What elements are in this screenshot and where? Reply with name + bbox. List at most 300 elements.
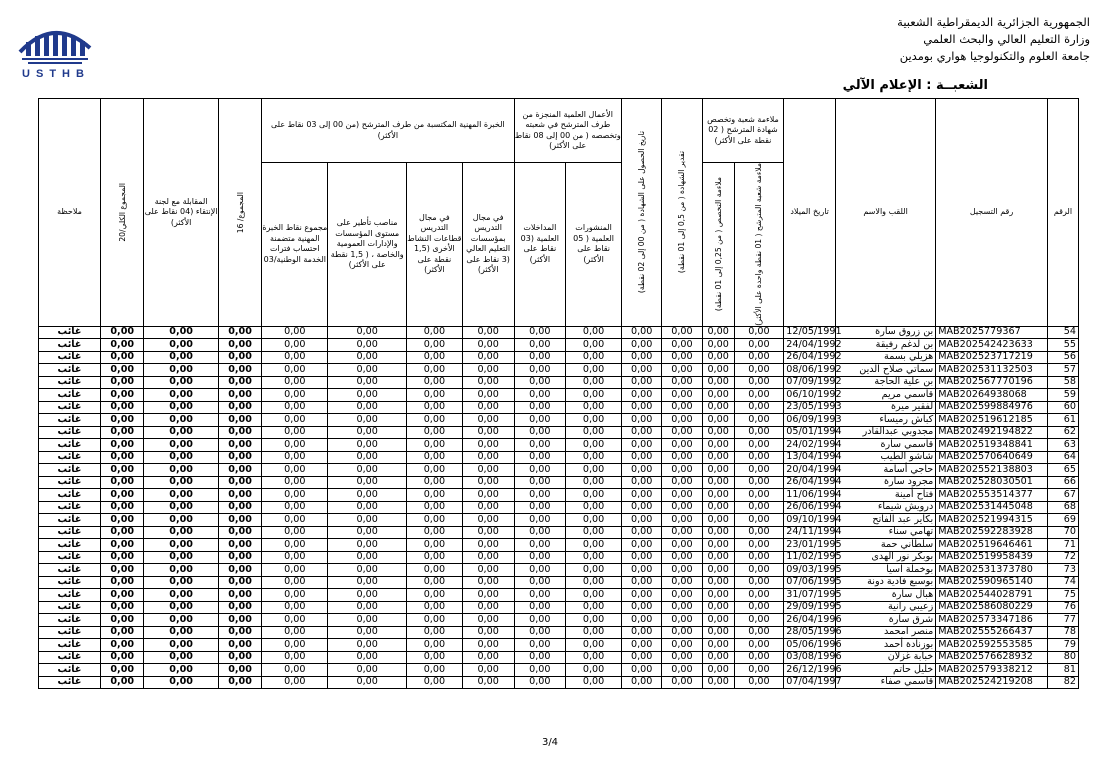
communications-cell: 0,00 [514,439,566,452]
birth-cell: 09/10/1994 [784,514,836,527]
birth-cell: 12/05/1991 [784,326,836,339]
grade-estimate-cell: 0,00 [662,626,702,639]
interview-cell: 0,00 [144,426,218,439]
name-cell: بوزنادة أحمد [835,639,935,652]
total20-cell: 0,00 [101,376,144,389]
grade-estimate-cell: 0,00 [662,464,702,477]
fit-branch-cell: 0,00 [734,489,784,502]
grade-estimate-cell: 0,00 [662,389,702,402]
table-row [39,514,1079,527]
name-cell: مجرود سارة [835,476,935,489]
birth-cell: 26/04/1996 [784,614,836,627]
table-row [39,551,1079,564]
table-row [39,664,1079,677]
fit-branch-cell: 0,00 [734,476,784,489]
date-obtained-cell: 0,00 [622,589,662,602]
birth-cell: 20/04/1994 [784,464,836,477]
exp-other-cell: 0,00 [406,526,462,539]
grade-estimate-cell: 0,00 [662,676,702,689]
total20-cell: 0,00 [101,651,144,664]
publications-cell: 0,00 [566,326,622,339]
exp-admin-cell: 0,00 [328,551,407,564]
number-cell: 67 [1047,489,1078,502]
exp-higher-cell: 0,00 [462,589,514,602]
interview-cell: 0,00 [144,401,218,414]
exp-admin-cell: 0,00 [328,376,407,389]
col-fit-branch: ملاءمة شعبة المترشح ( 01 نقطة واحدة على الأكثر) [734,163,784,327]
exp-higher-cell: 0,00 [462,651,514,664]
table-row [39,639,1079,652]
registration-cell: MAB202590965140 [936,576,1048,589]
exp-civil-cell: 0,00 [262,501,328,514]
exp-higher-cell: 0,00 [462,464,514,477]
sum16-cell: 0,00 [218,501,261,514]
table-row [39,476,1079,489]
registration-cell: MAB2025779367 [936,326,1048,339]
registration-cell: MAB202528030501 [936,476,1048,489]
number-cell: 75 [1047,589,1078,602]
date-obtained-cell: 0,00 [622,639,662,652]
communications-cell: 0,00 [514,564,566,577]
registration-cell: MAB202531132503 [936,364,1048,377]
table-row [39,464,1079,477]
name-cell: فتاح أمينة [835,489,935,502]
exp-civil-cell: 0,00 [262,414,328,427]
remark-cell: غائب [39,514,101,527]
fit-specialty-cell: 0,00 [702,501,734,514]
exp-other-cell: 0,00 [406,489,462,502]
birth-cell: 23/05/1993 [784,401,836,414]
name-cell: حاجي أسامة [835,464,935,477]
communications-cell: 0,00 [514,476,566,489]
logo-emblem-icon [14,22,94,68]
exp-other-cell: 0,00 [406,501,462,514]
exp-civil-cell: 0,00 [262,451,328,464]
communications-cell: 0,00 [514,376,566,389]
name-cell: شرق سارة [835,614,935,627]
exp-admin-cell: 0,00 [328,326,407,339]
exp-admin-cell: 0,00 [328,601,407,614]
exp-higher-cell: 0,00 [462,576,514,589]
exp-other-cell: 0,00 [406,551,462,564]
exp-admin-cell: 0,00 [328,589,407,602]
exp-higher-cell: 0,00 [462,526,514,539]
grade-estimate-cell: 0,00 [662,476,702,489]
publications-cell: 0,00 [566,439,622,452]
birth-cell: 11/06/1994 [784,489,836,502]
fit-branch-cell: 0,00 [734,676,784,689]
total20-cell: 0,00 [101,489,144,502]
exp-civil-cell: 0,00 [262,439,328,452]
total20-cell: 0,00 [101,639,144,652]
exp-civil-cell: 0,00 [262,551,328,564]
communications-cell: 0,00 [514,514,566,527]
birth-cell: 05/06/1996 [784,639,836,652]
exp-higher-cell: 0,00 [462,489,514,502]
number-cell: 68 [1047,501,1078,514]
exp-other-cell: 0,00 [406,414,462,427]
exp-admin-cell: 0,00 [328,426,407,439]
remark-cell: غائب [39,639,101,652]
registration-cell: MAB202553514377 [936,489,1048,502]
exp-other-cell: 0,00 [406,401,462,414]
exp-civil-cell: 0,00 [262,526,328,539]
fit-specialty-cell: 0,00 [702,664,734,677]
number-cell: 58 [1047,376,1078,389]
exp-other-cell: 0,00 [406,676,462,689]
registration-cell: MAB202524219208 [936,676,1048,689]
fit-branch-cell: 0,00 [734,651,784,664]
page-number: 3/4 [541,737,559,748]
exp-admin-cell: 0,00 [328,564,407,577]
registration-cell: MAB202592553585 [936,639,1048,652]
publications-cell: 0,00 [566,401,622,414]
number-cell: 66 [1047,476,1078,489]
communications-cell: 0,00 [514,501,566,514]
fit-branch-cell: 0,00 [734,589,784,602]
university-line: جامعة العلوم والتكنولوجيا هواري بومدين [899,49,1090,63]
exp-civil-cell: 0,00 [262,476,328,489]
remark-cell: غائب [39,451,101,464]
name-cell: بن لدغم رفيقة [835,339,935,352]
communications-cell: 0,00 [514,451,566,464]
interview-cell: 0,00 [144,489,218,502]
fit-specialty-cell: 0,00 [702,389,734,402]
fit-branch-cell: 0,00 [734,414,784,427]
fit-branch-cell: 0,00 [734,326,784,339]
remark-cell: غائب [39,464,101,477]
exp-civil-cell: 0,00 [262,589,328,602]
grade-estimate-cell: 0,00 [662,564,702,577]
exp-admin-cell: 0,00 [328,539,407,552]
exp-other-cell: 0,00 [406,451,462,464]
birth-cell: 09/03/1995 [784,564,836,577]
interview-cell: 0,00 [144,539,218,552]
date-obtained-cell: 0,00 [622,401,662,414]
fit-branch-cell: 0,00 [734,614,784,627]
fit-branch-cell: 0,00 [734,401,784,414]
fit-branch-cell: 0,00 [734,564,784,577]
date-obtained-cell: 0,00 [622,489,662,502]
sum16-cell: 0,00 [218,614,261,627]
sum16-cell: 0,00 [218,589,261,602]
communications-cell: 0,00 [514,489,566,502]
grade-estimate-cell: 0,00 [662,551,702,564]
grade-estimate-cell: 0,00 [662,489,702,502]
publications-cell: 0,00 [566,589,622,602]
interview-cell: 0,00 [144,514,218,527]
republic-line: الجمهورية الجزائرية الديمقراطية الشعبية [897,15,1090,29]
birth-cell: 31/07/1995 [784,589,836,602]
exp-civil-cell: 0,00 [262,389,328,402]
number-cell: 78 [1047,626,1078,639]
birth-cell: 13/04/1994 [784,451,836,464]
exp-other-cell: 0,00 [406,639,462,652]
publications-cell: 0,00 [566,576,622,589]
col-grade-estimate: تقدير الشهادة ( من 0,5 إلى 01 نقطة) [662,99,702,327]
fit-branch-cell: 0,00 [734,364,784,377]
table-row [39,501,1079,514]
exp-admin-cell: 0,00 [328,414,407,427]
exp-admin-cell: 0,00 [328,526,407,539]
name-cell: بوخملة آسيا [835,564,935,577]
fit-specialty-cell: 0,00 [702,439,734,452]
interview-cell: 0,00 [144,364,218,377]
fit-branch-cell: 0,00 [734,351,784,364]
registration-cell: MAB202555266437 [936,626,1048,639]
total20-cell: 0,00 [101,601,144,614]
total20-cell: 0,00 [101,551,144,564]
fit-specialty-cell: 0,00 [702,576,734,589]
fit-specialty-cell: 0,00 [702,414,734,427]
exp-admin-cell: 0,00 [328,489,407,502]
col-communications: المداخلات العلمية (03 نقاط على الأكثر) [514,163,566,327]
number-cell: 70 [1047,526,1078,539]
interview-cell: 0,00 [144,451,218,464]
birth-cell: 28/05/1996 [784,626,836,639]
remark-cell: غائب [39,339,101,352]
table-row [39,589,1079,602]
communications-cell: 0,00 [514,351,566,364]
number-cell: 60 [1047,401,1078,414]
exp-admin-cell: 0,00 [328,514,407,527]
remark-cell: غائب [39,601,101,614]
total20-cell: 0,00 [101,476,144,489]
col-registration: رقم التسجيل [936,99,1048,327]
table-row [39,414,1079,427]
total20-cell: 0,00 [101,326,144,339]
col-sum16: المجموع/ 16 [218,99,261,327]
remark-cell: غائب [39,501,101,514]
remark-cell: غائب [39,526,101,539]
number-cell: 80 [1047,651,1078,664]
number-cell: 74 [1047,576,1078,589]
interview-cell: 0,00 [144,601,218,614]
communications-cell: 0,00 [514,326,566,339]
date-obtained-cell: 0,00 [622,626,662,639]
total20-cell: 0,00 [101,414,144,427]
remark-cell: غائب [39,326,101,339]
table-row [39,426,1079,439]
exp-higher-cell: 0,00 [462,639,514,652]
grade-estimate-cell: 0,00 [662,501,702,514]
remark-cell: غائب [39,376,101,389]
remark-cell: غائب [39,626,101,639]
publications-cell: 0,00 [566,514,622,527]
name-cell: هبال سارة [835,589,935,602]
name-cell: خبابة غزلان [835,651,935,664]
number-cell: 81 [1047,664,1078,677]
date-obtained-cell: 0,00 [622,551,662,564]
date-obtained-cell: 0,00 [622,564,662,577]
exp-other-cell: 0,00 [406,601,462,614]
registration-cell: MAB202592283928 [936,526,1048,539]
table-row [39,326,1079,339]
exp-civil-cell: 0,00 [262,539,328,552]
total20-cell: 0,00 [101,364,144,377]
exp-civil-cell: 0,00 [262,626,328,639]
exp-higher-cell: 0,00 [462,601,514,614]
date-obtained-cell: 0,00 [622,426,662,439]
table-row [39,376,1079,389]
fit-branch-cell: 0,00 [734,451,784,464]
sum16-cell: 0,00 [218,626,261,639]
col-interview: المقابلة مع لجنة الإنتقاء (04 نقاط على الأكثر) [144,99,218,327]
fit-specialty-cell: 0,00 [702,489,734,502]
publications-cell: 0,00 [566,414,622,427]
fit-specialty-cell: 0,00 [702,626,734,639]
exp-other-cell: 0,00 [406,564,462,577]
fit-branch-cell: 0,00 [734,551,784,564]
birth-cell: 03/08/1996 [784,651,836,664]
exp-other-cell: 0,00 [406,326,462,339]
exp-other-cell: 0,00 [406,539,462,552]
registration-cell: MAB202492194822 [936,426,1048,439]
exp-other-cell: 0,00 [406,651,462,664]
number-cell: 71 [1047,539,1078,552]
name-cell: بوبكر نور الهدى [835,551,935,564]
communications-cell: 0,00 [514,389,566,402]
section-title: الشعبــة : الإعلام الآلي [842,78,988,93]
exp-higher-cell: 0,00 [462,376,514,389]
publications-cell: 0,00 [566,626,622,639]
birth-cell: 06/09/1993 [784,414,836,427]
total20-cell: 0,00 [101,576,144,589]
grade-estimate-cell: 0,00 [662,414,702,427]
exp-higher-cell: 0,00 [462,551,514,564]
communications-cell: 0,00 [514,526,566,539]
exp-admin-cell: 0,00 [328,576,407,589]
table-row [39,601,1079,614]
exp-higher-cell: 0,00 [462,339,514,352]
fit-specialty-cell: 0,00 [702,426,734,439]
total20-cell: 0,00 [101,664,144,677]
fit-branch-cell: 0,00 [734,389,784,402]
interview-cell: 0,00 [144,526,218,539]
interview-cell: 0,00 [144,501,218,514]
number-cell: 82 [1047,676,1078,689]
birth-cell: 26/04/1994 [784,476,836,489]
name-cell: قاسمي مريم [835,389,935,402]
fit-specialty-cell: 0,00 [702,614,734,627]
registration-cell: MAB202579338212 [936,664,1048,677]
exp-admin-cell: 0,00 [328,389,407,402]
communications-cell: 0,00 [514,339,566,352]
total20-cell: 0,00 [101,351,144,364]
interview-cell: 0,00 [144,326,218,339]
registration-cell: MAB202573347186 [936,614,1048,627]
col-date-obtained: تاريخ الحصول على الشهادة ( من 00 إلى 02 نقطة) [622,99,662,327]
fit-specialty-cell: 0,00 [702,464,734,477]
exp-civil-cell: 0,00 [262,376,328,389]
exp-higher-cell: 0,00 [462,626,514,639]
grade-estimate-cell: 0,00 [662,664,702,677]
name-cell: منصر امحمد [835,626,935,639]
fit-branch-cell: 0,00 [734,339,784,352]
registration-cell: MAB202567770196 [936,376,1048,389]
sum16-cell: 0,00 [218,339,261,352]
fit-specialty-cell: 0,00 [702,651,734,664]
fit-branch-cell: 0,00 [734,601,784,614]
exp-other-cell: 0,00 [406,576,462,589]
sum16-cell: 0,00 [218,351,261,364]
table-row [39,351,1079,364]
sum16-cell: 0,00 [218,539,261,552]
sum16-cell: 0,00 [218,326,261,339]
birth-cell: 05/01/1994 [784,426,836,439]
name-cell: درويش شيماء [835,501,935,514]
communications-cell: 0,00 [514,551,566,564]
total20-cell: 0,00 [101,564,144,577]
number-cell: 55 [1047,339,1078,352]
publications-cell: 0,00 [566,551,622,564]
exp-higher-cell: 0,00 [462,676,514,689]
total20-cell: 0,00 [101,526,144,539]
registration-cell: MAB202519646461 [936,539,1048,552]
birth-cell: 26/04/1992 [784,351,836,364]
date-obtained-cell: 0,00 [622,676,662,689]
date-obtained-cell: 0,00 [622,526,662,539]
exp-higher-cell: 0,00 [462,426,514,439]
total20-cell: 0,00 [101,464,144,477]
exp-admin-cell: 0,00 [328,339,407,352]
publications-cell: 0,00 [566,426,622,439]
communications-cell: 0,00 [514,589,566,602]
col-group-experience: الخبرة المهنية المكتسبة من طرف المترشح (من 00 إلى 03 نقاط على الأكثر) [262,99,514,163]
number-cell: 57 [1047,364,1078,377]
interview-cell: 0,00 [144,351,218,364]
exp-civil-cell: 0,00 [262,364,328,377]
total20-cell: 0,00 [101,626,144,639]
registration-cell: MAB202570640649 [936,451,1048,464]
fit-branch-cell: 0,00 [734,376,784,389]
total20-cell: 0,00 [101,539,144,552]
interview-cell: 0,00 [144,551,218,564]
communications-cell: 0,00 [514,664,566,677]
fit-branch-cell: 0,00 [734,576,784,589]
exp-higher-cell: 0,00 [462,401,514,414]
registration-cell: MAB202576628932 [936,651,1048,664]
date-obtained-cell: 0,00 [622,389,662,402]
birth-cell: 24/02/1994 [784,439,836,452]
date-obtained-cell: 0,00 [622,614,662,627]
registration-cell: MAB202531373780 [936,564,1048,577]
name-cell: قاسمي سارة [835,439,935,452]
exp-civil-cell: 0,00 [262,639,328,652]
interview-cell: 0,00 [144,664,218,677]
fit-specialty-cell: 0,00 [702,326,734,339]
birth-cell: 07/09/1992 [784,376,836,389]
fit-branch-cell: 0,00 [734,664,784,677]
sum16-cell: 0,00 [218,476,261,489]
name-cell: مجدوبي عبدالقادر [835,426,935,439]
table-row [39,614,1079,627]
grade-estimate-cell: 0,00 [662,639,702,652]
fit-branch-cell: 0,00 [734,426,784,439]
col-exp-higher: في مجال التدريس بمؤسسات التعليم العالي (3 نقاط على الأكثر) [462,163,514,327]
number-cell: 62 [1047,426,1078,439]
name-cell: كباش رميساء [835,414,935,427]
sum16-cell: 0,00 [218,464,261,477]
sum16-cell: 0,00 [218,414,261,427]
number-cell: 77 [1047,614,1078,627]
exp-higher-cell: 0,00 [462,501,514,514]
exp-higher-cell: 0,00 [462,389,514,402]
date-obtained-cell: 0,00 [622,501,662,514]
exp-admin-cell: 0,00 [328,639,407,652]
interview-cell: 0,00 [144,414,218,427]
total20-cell: 0,00 [101,401,144,414]
